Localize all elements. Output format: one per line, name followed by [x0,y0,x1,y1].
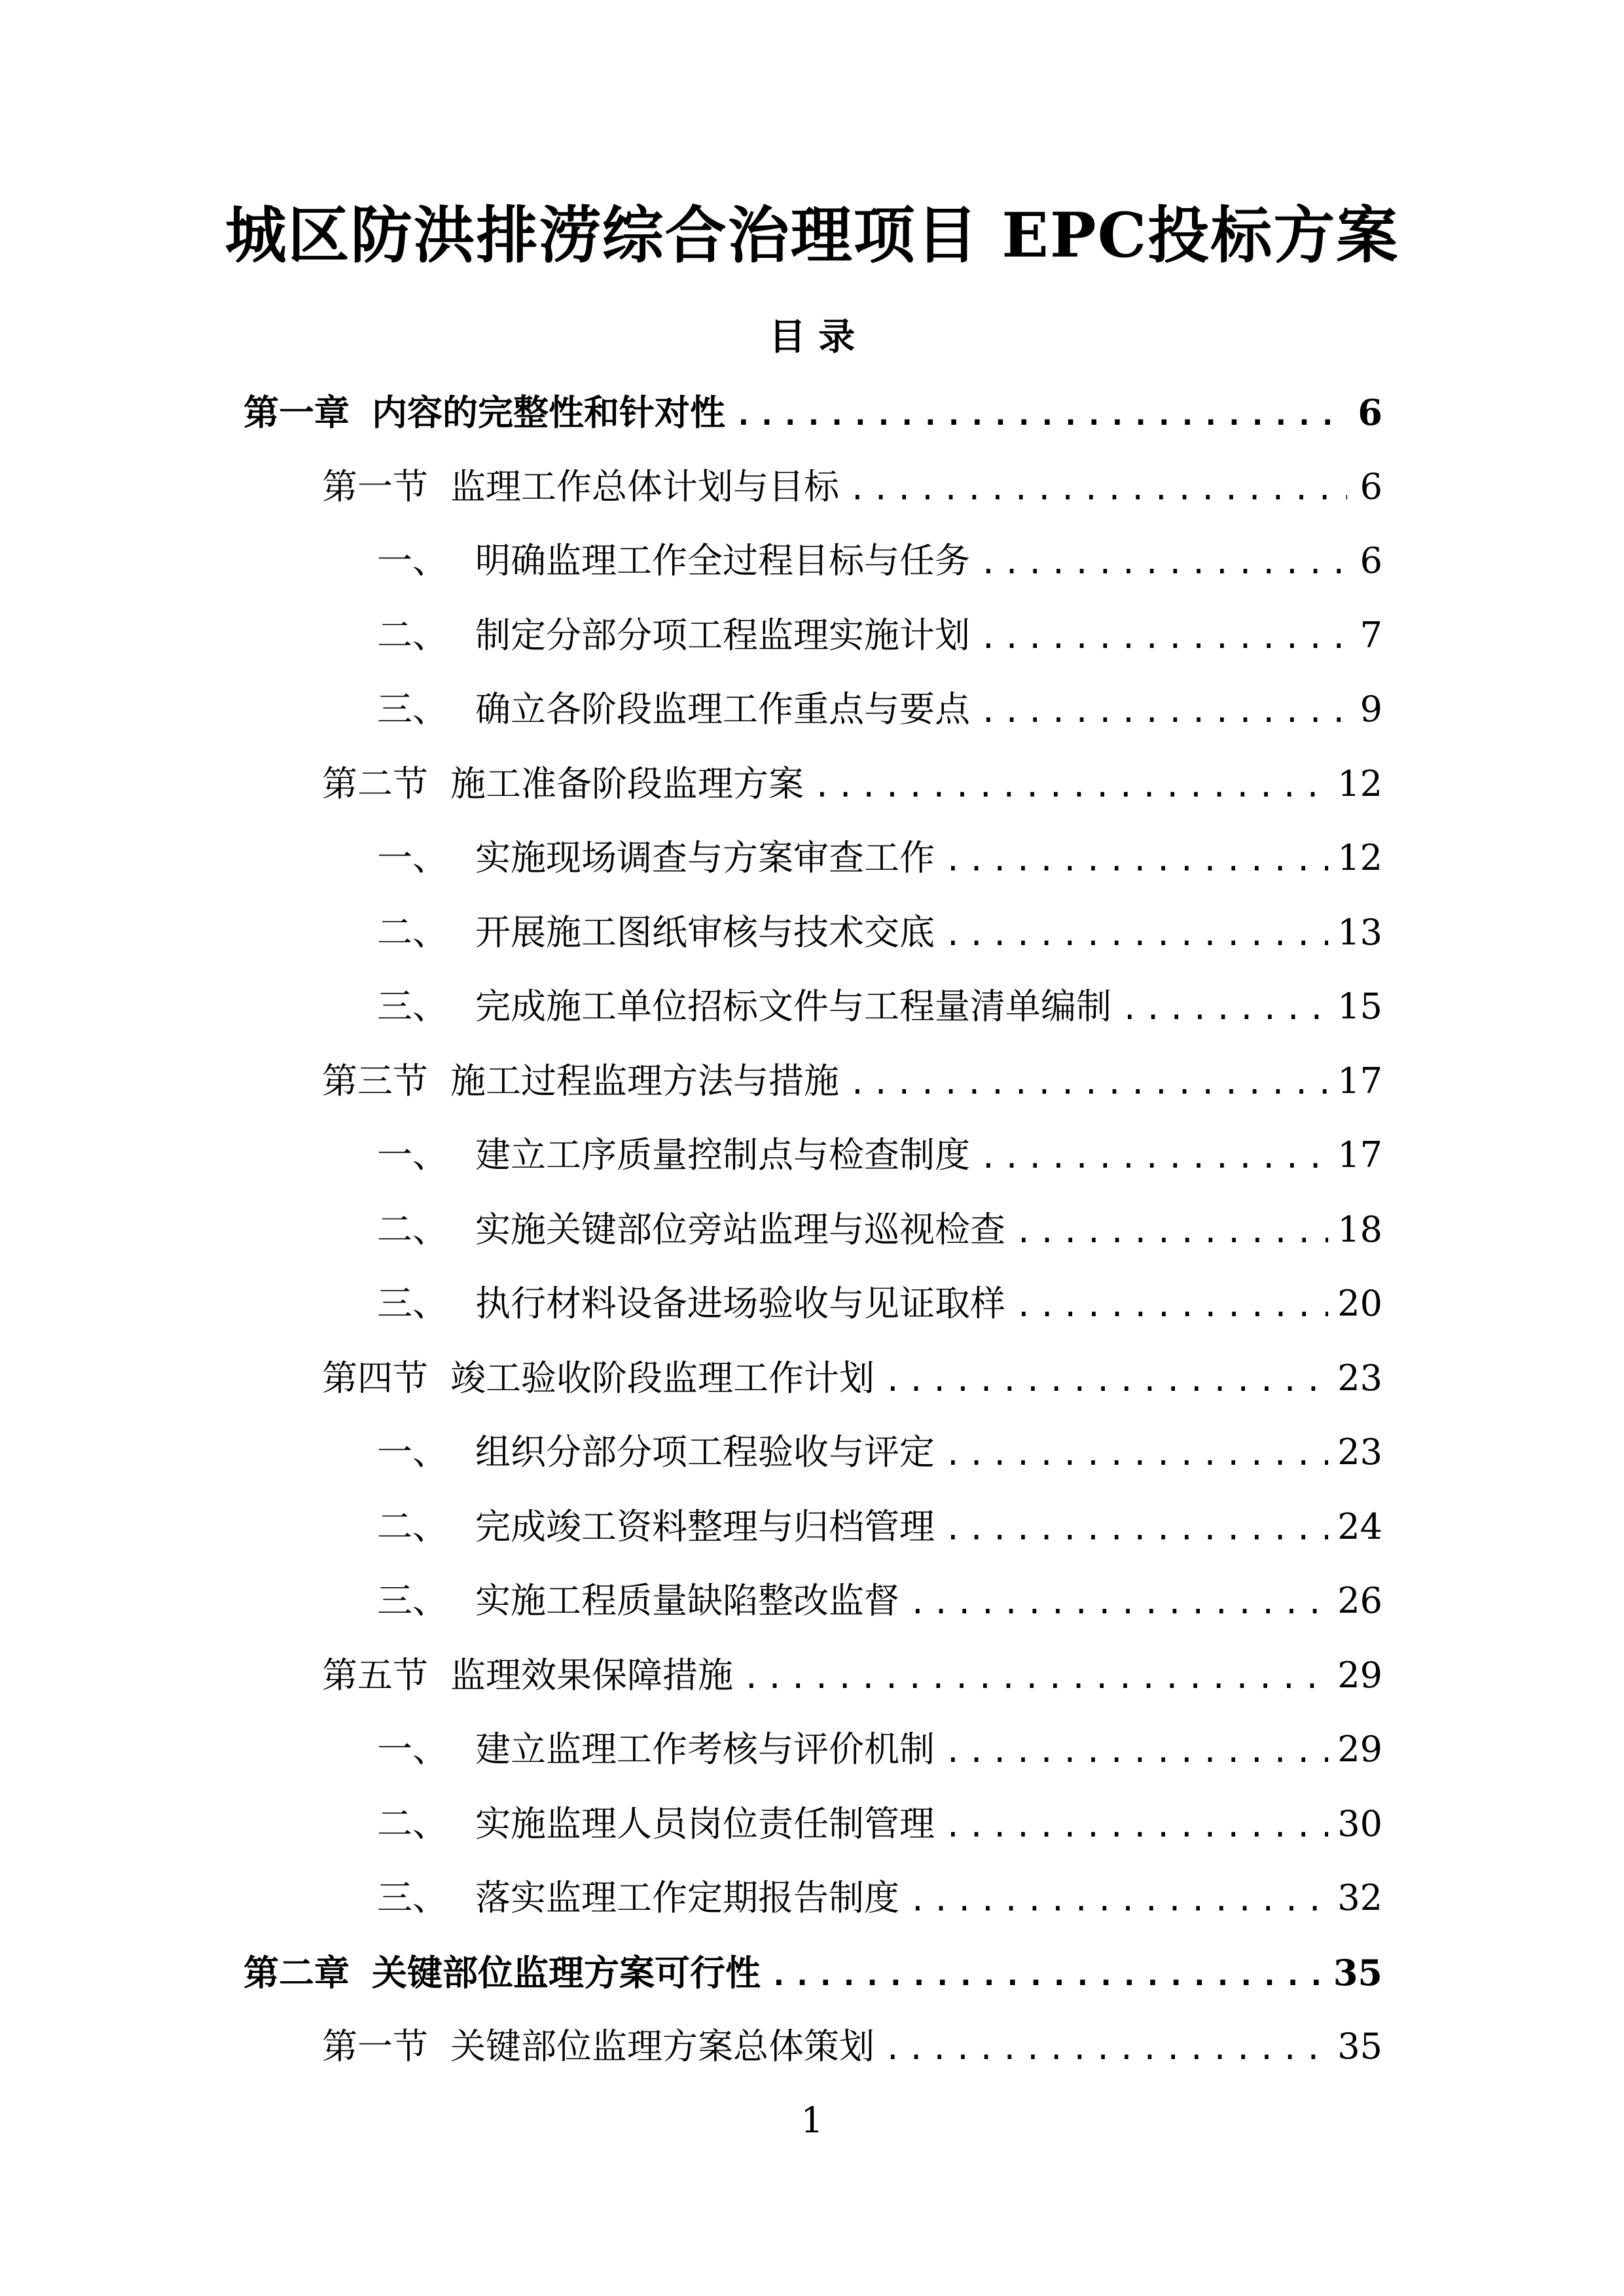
toc-entry-page: 13 [1337,912,1382,953]
toc-entry-page: 29 [1337,1655,1382,1696]
toc-entry-title: 监理效果保障措施 [450,1655,733,1696]
toc-entry-page: 35 [1337,2026,1382,2067]
toc-entry-page: 20 [1337,1283,1382,1324]
toc-entry[interactable] [244,383,1382,442]
toc-entry-title: 完成施工单位招标文件与工程量清单编制 [475,986,1111,1027]
toc-dot-leader [848,1052,1328,1111]
toc-entry-title: 建立工序质量控制点与检查制度 [475,1134,970,1175]
toc-entry-number: 第一章 [244,391,350,433]
toc-entry-number: 三、 [377,689,448,730]
toc-entry-number: 第四节 [322,1357,428,1399]
toc-entry[interactable] [322,457,1382,516]
toc-dot-leader [944,1498,1328,1556]
toc-entry-page: 12 [1337,763,1382,804]
toc-entry-title: 确立各阶段监理工作重点与要点 [475,689,970,730]
toc-entry-page: 6 [1360,466,1382,507]
toc-entry-number: 第五节 [322,1655,428,1696]
toc-entry-number: 二、 [377,615,448,656]
toc-entry-title: 施工准备阶段监理方案 [450,763,804,804]
toc-entry-page: 12 [1337,837,1382,878]
toc-entry[interactable] [322,755,1382,814]
toc-entry[interactable] [377,1498,1382,1556]
toc-entry[interactable] [377,1720,1382,1779]
toc-entry-number: 二、 [377,1506,448,1547]
toc-entry-number: 一、 [377,540,448,581]
toc-entry[interactable] [322,2017,1382,2076]
toc-entry-page: 18 [1337,1209,1382,1250]
toc-entry-page: 9 [1360,689,1382,730]
toc-dot-leader [884,1349,1328,1408]
toc-heading: 目 录 [768,315,856,359]
toc-dot-leader [944,1795,1328,1854]
toc-entry-page: 23 [1337,1357,1382,1399]
toc-dot-leader [979,680,1347,739]
toc-entry-page: 26 [1337,1580,1382,1621]
toc-entry[interactable] [377,606,1382,665]
toc-entry[interactable] [377,829,1382,888]
toc-entry-page: 7 [1360,615,1382,656]
toc-entry-number: 三、 [377,1580,448,1621]
toc-entry-page: 35 [1333,1952,1382,1994]
toc-entry-number: 二、 [377,912,448,953]
toc-dot-leader [848,457,1347,516]
toc-entry[interactable] [377,1571,1382,1630]
toc-entry[interactable] [377,680,1382,739]
toc-dot-leader [979,531,1347,590]
toc-entry-title: 执行材料设备进场验收与见证取样 [475,1283,1005,1324]
toc-entry-title: 关键部位监理方案总体策划 [450,2026,875,2067]
toc-entry[interactable] [377,1423,1382,1482]
toc-dot-leader [909,1869,1328,1928]
toc-entry-number: 第一节 [322,2026,428,2067]
toc-entry-title: 明确监理工作全过程目标与任务 [475,540,970,581]
toc-dot-leader [1015,1274,1328,1333]
toc-entry[interactable] [377,1795,1382,1854]
toc-entry-number: 第二章 [244,1952,350,1994]
toc-dot-leader [944,903,1328,962]
toc-dot-leader [770,1943,1324,2002]
toc-entry[interactable] [377,531,1382,590]
toc-entry-title: 关键部位监理方案可行性 [372,1952,761,1994]
toc-dot-leader [944,1423,1328,1482]
toc-entry-number: 二、 [377,1803,448,1844]
toc-dot-leader [944,829,1328,888]
toc-entry-title: 实施现场调查与方案审查工作 [475,837,935,878]
toc-entry-title: 实施关键部位旁站监理与巡视检查 [475,1209,1005,1250]
toc-entry-number: 一、 [377,837,448,878]
toc-entry-title: 实施监理人员岗位责任制管理 [475,1803,935,1844]
toc-entry[interactable] [377,977,1382,1036]
toc-entry-page: 24 [1337,1506,1382,1547]
toc-entry[interactable] [377,1869,1382,1928]
toc-entry-title: 施工过程监理方法与措施 [450,1060,839,1102]
toc-entry-title: 竣工验收阶段监理工作计划 [450,1357,875,1399]
toc-dot-leader [944,1720,1328,1779]
toc-entry-number: 一、 [377,1134,448,1175]
toc-dot-leader [979,1126,1328,1185]
toc-entry-title: 完成竣工资料整理与归档管理 [475,1506,935,1547]
toc-dot-leader [884,2017,1328,2076]
toc-entry-number: 二、 [377,1209,448,1250]
toc-entry[interactable] [377,1274,1382,1333]
toc-entry-number: 第三节 [322,1060,428,1102]
toc-entry-title: 组织分部分项工程验收与评定 [475,1431,935,1473]
toc-entry-number: 三、 [377,1283,448,1324]
toc-entry[interactable] [244,1943,1382,2002]
toc-dot-leader [909,1571,1328,1630]
toc-entry[interactable] [377,1200,1382,1259]
page-number: 1 [801,2100,823,2141]
toc-entry[interactable] [377,903,1382,962]
toc-dot-leader [1121,977,1328,1036]
toc-entry-title: 实施工程质量缺陷整改监督 [475,1580,899,1621]
document-title: 城区防洪排涝综合治理项目 EPC投标方案 [225,200,1399,272]
toc-entry-number: 一、 [377,1431,448,1473]
toc-entry-number: 第二节 [322,763,428,804]
toc-entry-number: 三、 [377,986,448,1027]
toc-entry-number: 三、 [377,1877,448,1918]
toc-dot-leader [742,1646,1328,1705]
toc-dot-leader [813,755,1328,814]
toc-dot-leader [734,383,1347,442]
toc-dot-leader [1015,1200,1328,1259]
toc-entry-page: 6 [1360,540,1382,581]
toc-entry-number: 第一节 [322,466,428,507]
toc-entry[interactable] [322,1052,1382,1111]
toc-entry-page: 32 [1337,1877,1382,1918]
toc-dot-leader [979,606,1347,665]
toc-entry-page: 23 [1337,1431,1382,1473]
toc-entry-title: 建立监理工作考核与评价机制 [475,1729,935,1770]
toc-entry-title: 监理工作总体计划与目标 [450,466,839,507]
toc-entry[interactable] [322,1646,1382,1705]
toc-entry-number: 一、 [377,1729,448,1770]
toc-entry[interactable] [322,1349,1382,1408]
toc-entry-title: 开展施工图纸审核与技术交底 [475,912,935,953]
toc-entry-page: 15 [1337,986,1382,1027]
toc-entry-title: 制定分部分项工程监理实施计划 [475,615,970,656]
toc-entry-page: 17 [1337,1060,1382,1102]
toc-entry[interactable] [377,1126,1382,1185]
toc-entry-page: 17 [1337,1134,1382,1175]
toc-entry-page: 30 [1337,1803,1382,1844]
toc-entry-title: 内容的完整性和针对性 [372,391,725,433]
toc-entry-title: 落实监理工作定期报告制度 [475,1877,899,1918]
toc-entry-page: 29 [1337,1729,1382,1770]
toc-entry-page: 6 [1358,391,1382,433]
